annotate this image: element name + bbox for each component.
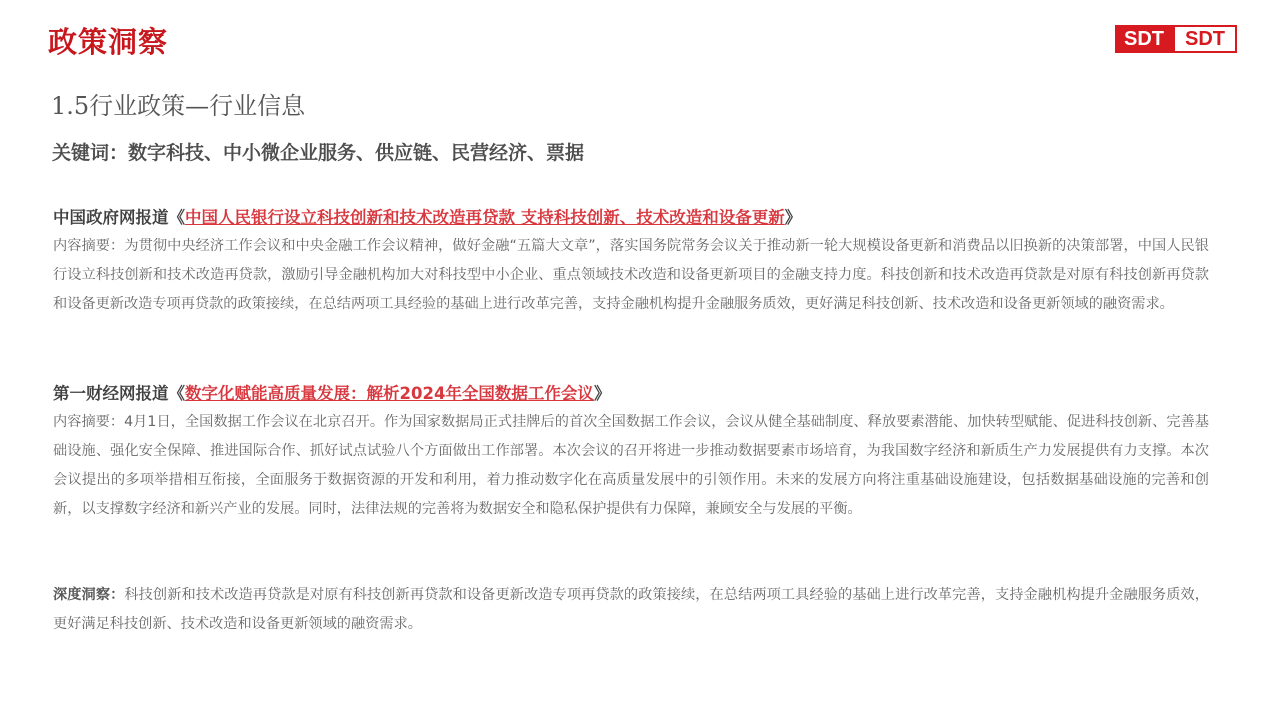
article-source: 中国政府网报道《 [53, 208, 185, 227]
keywords-line: 关键词：数字科技、中小微企业服务、供应链、民营经济、票据 [52, 142, 585, 164]
section-heading: 1.5行业政策—行业信息 [51, 92, 306, 120]
article-title-close: 》 [593, 384, 611, 403]
article-link[interactable]: 数字化赋能高质量发展：解析2024年全国数据工作会议 [185, 384, 594, 403]
logo-left-text: SDT [1115, 25, 1173, 53]
article-source: 第一财经网报道《 [53, 384, 185, 403]
article-link[interactable]: 中国人民银行设立科技创新和技术改造再贷款 支持科技创新、技术改造和设备更新 [185, 208, 785, 227]
article-title-close: 》 [784, 208, 802, 227]
insight-text: 科技创新和技术改造再贷款是对原有科技创新再贷款和设备更新改造专项再贷款的政策接续，在总结两项工具经验的基础上进行改革完善，支持金融机构提升金融服务质效，更好满足科技创新、技术改造和设备更新领域的融资需求。 [53, 587, 1209, 632]
page-title: 政策洞察 [48, 25, 169, 59]
article-title [53, 204, 1209, 232]
article-title [53, 380, 1209, 408]
article-yicai-report [53, 380, 1209, 524]
logo-right-text: SDT [1173, 25, 1237, 53]
deep-insight [53, 581, 1209, 639]
sdt-logo [1115, 25, 1237, 53]
article-summary: 内容摘要：为贯彻中央经济工作会议和中央金融工作会议精神，做好金融“五篇大文章”，落实国务院常务会议关于推动新一轮大规模设备更新和消费品以旧换新的决策部署，中国人民银行设立科技创新和技术改造再贷款，激励引导金融机构加大对科技型中小企业、重点领域技术改造和设备更新项目的金融支持力度。科技创新和技术改造再贷款是对原有科技创新再贷款和设备更新改造专项再贷款的政策接续，在总结两项工具经验的基础上进行改革完善，支持金融机构提升金融服务质效，更好满足科技创新、技术改造和设备更新领域的融资需求。 [53, 238, 1209, 312]
article-summary: 内容摘要：4月1日，全国数据工作会议在北京召开。作为国家数据局正式挂牌后的首次全国数据工作会议，会议从健全基础制度、释放要素潜能、加快转型赋能、促进科技创新、完善基础设施、强化安全保障、推进国际合作、抓好试点试验八个方面做出工作部署。本次会议的召开将进一步推动数据要素市场培育，为我国数字经济和新质生产力发展提供有力支撑。本次会议提出的多项举措相互衔接，全面服务于数据资源的开发和利用，着力推动数字化在高质量发展中的引领作用。未来的发展方向将注重基础设施建设，包括数据基础设施的完善和创新，以支撑数字经济和新兴产业的发展。同时，法律法规的完善将为数据安全和隐私保护提供有力保障，兼顾安全与发展的平衡。 [53, 414, 1209, 517]
article-gov-report [53, 204, 1209, 319]
insight-label: 深度洞察： [53, 587, 125, 603]
